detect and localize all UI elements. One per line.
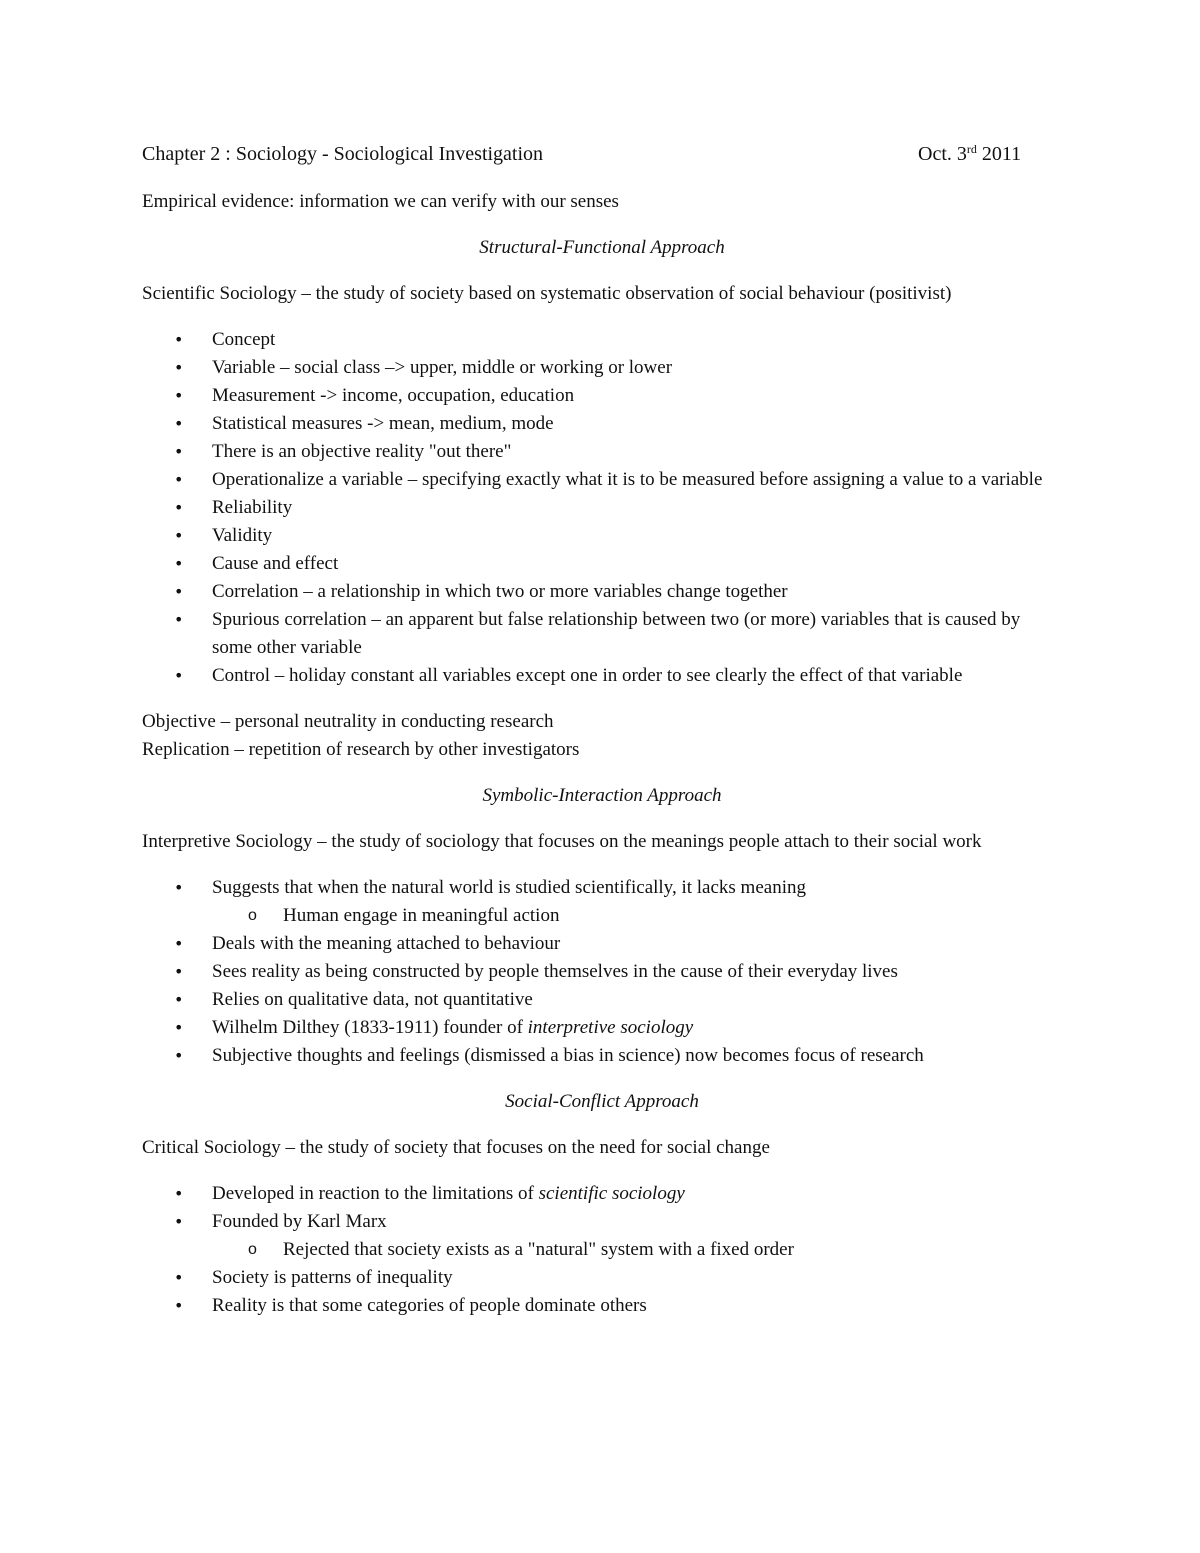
list-item: • Deals with the meaning attached to behaviour — [142, 930, 1062, 958]
objective-definition: Objective – personal neutrality in conducting research — [142, 711, 554, 732]
document-title: Chapter 2 : Sociology - Sociological Investigation — [142, 143, 544, 165]
list-item: • Reality is that some categories of people dominate others — [142, 1292, 1062, 1320]
list-item: • Founded by Karl Marx — [142, 1208, 1062, 1236]
list-item: • There is an objective reality "out there" — [142, 438, 1062, 466]
scientific-sociology-definition: Scientific Sociology – the study of society based on systematic observation of social behaviour (positivist) — [142, 283, 952, 304]
list-item — [142, 1014, 1062, 1042]
list-item: • Sees reality as being constructed by people themselves in the cause of their everyday lives — [142, 958, 1062, 986]
list-item-text: Developed in reaction to the limitations of — [212, 1183, 539, 1204]
list-item: • Relies on qualitative data, not quantitative — [142, 986, 1062, 1014]
conflict-bullet-list — [142, 1180, 1062, 1320]
replication-definition: Replication – repetition of research by other investigators — [142, 739, 580, 760]
list-item: • Concept — [142, 326, 1062, 354]
list-item: • Correlation – a relationship in which two or more variables change together — [142, 578, 1062, 606]
sub-list-item: o Human engage in meaningful action — [142, 902, 1062, 930]
section-heading-symbolic: Symbolic-Interaction Approach — [482, 785, 722, 806]
date-suffix: rd — [966, 142, 977, 156]
list-item: • Variable – social class –> upper, middle or working or lower — [142, 354, 1062, 382]
list-item: • Cause and effect — [142, 550, 1062, 578]
section-heading-structural: Structural-Functional Approach — [479, 237, 725, 258]
empirical-evidence-definition: Empirical evidence: information we can verify with our senses — [142, 191, 619, 212]
interpretive-sociology-definition: Interpretive Sociology – the study of sociology that focuses on the meanings people attach to their social work — [142, 831, 982, 852]
critical-sociology-definition: Critical Sociology – the study of society that focuses on the need for social change — [142, 1137, 770, 1158]
section-heading-conflict: Social-Conflict Approach — [505, 1091, 699, 1112]
symbolic-bullet-list — [142, 874, 1062, 1070]
date-prefix: Oct. 3 — [918, 143, 967, 165]
list-item: • Measurement -> income, occupation, education — [142, 382, 1062, 410]
list-item-emphasis: interpretive sociology — [527, 1017, 694, 1038]
list-item-text: Wilhelm Dilthey (1833-1911) founder of — [212, 1017, 528, 1038]
list-item: • Validity — [142, 522, 1062, 550]
document-page — [142, 138, 1062, 1320]
list-item: • Suggests that when the natural world is studied scientifically, it lacks meaning — [142, 874, 1062, 902]
document-date — [918, 140, 1021, 168]
list-item: • Subjective thoughts and feelings (dismissed a bias in science) now becomes focus of research — [142, 1042, 1062, 1070]
structural-bullet-list — [142, 326, 1062, 690]
list-item: • Society is patterns of inequality — [142, 1264, 1062, 1292]
list-item: • Statistical measures -> mean, medium, mode — [142, 410, 1062, 438]
list-item: • Spurious correlation – an apparent but false relationship between two (or more) variables that is caused by some other variable — [142, 606, 1062, 662]
document-header — [142, 138, 1062, 170]
list-item: • Control – holiday constant all variables except one in order to see clearly the effect of that variable — [142, 662, 1062, 690]
list-item: • Reliability — [142, 494, 1062, 522]
list-item — [142, 1180, 1062, 1208]
date-year: 2011 — [976, 143, 1022, 165]
list-item: • Operationalize a variable – specifying exactly what it is to be measured before assigning a value to a variable — [142, 466, 1062, 494]
sub-list-item: o Rejected that society exists as a "natural" system with a fixed order — [142, 1236, 1062, 1264]
list-item-emphasis: scientific sociology — [538, 1183, 685, 1204]
